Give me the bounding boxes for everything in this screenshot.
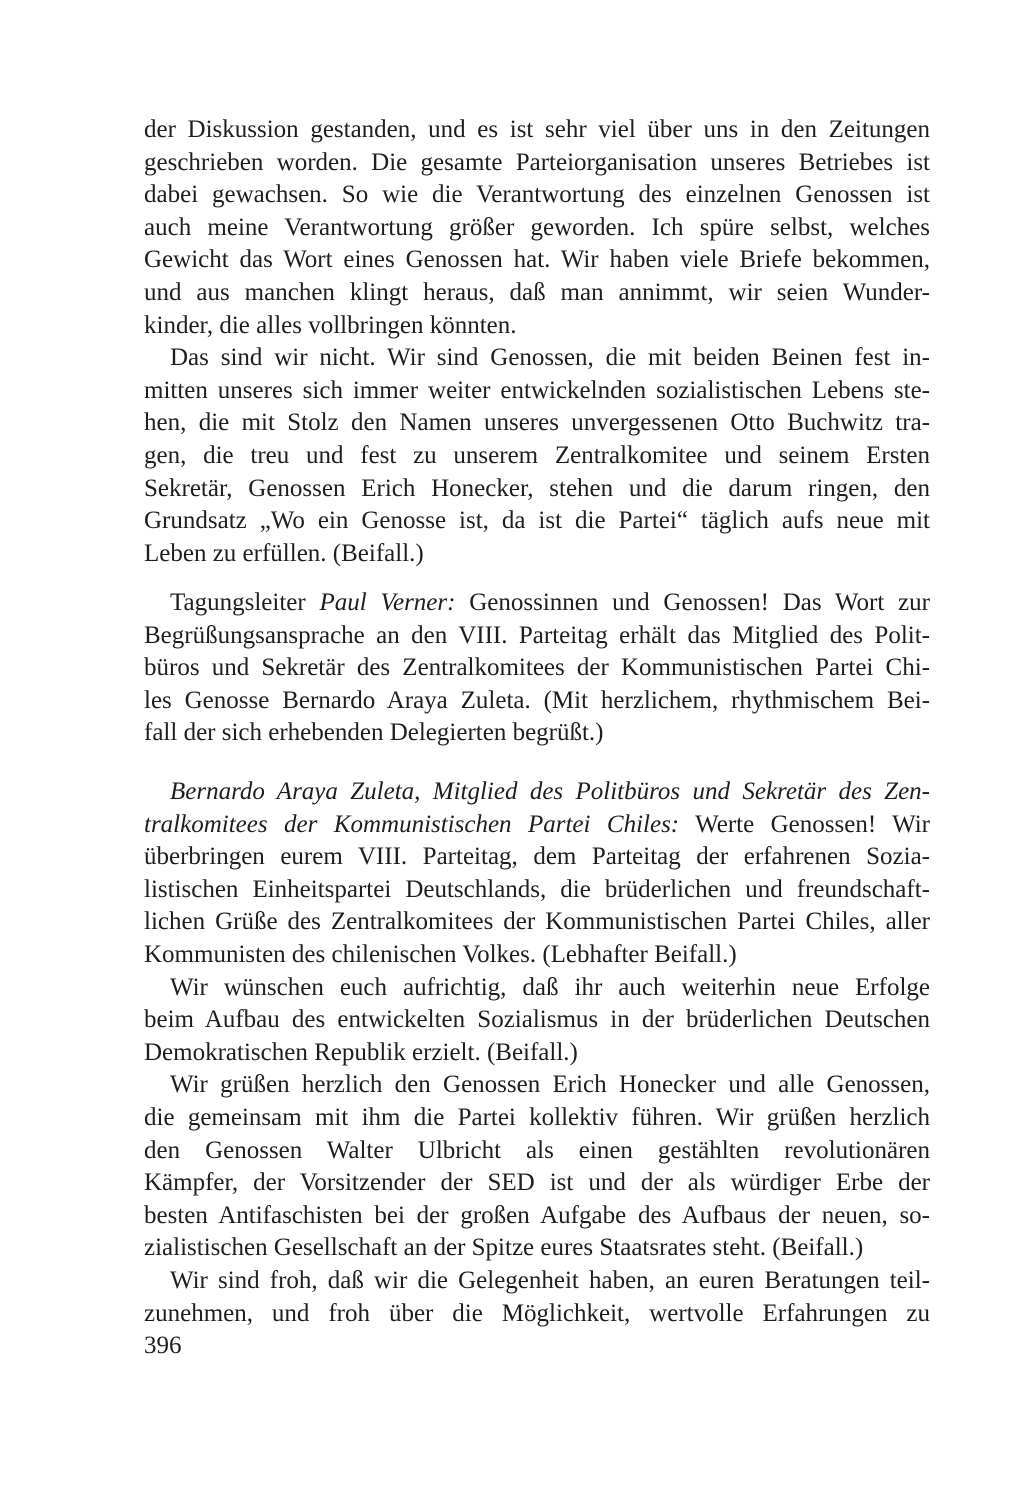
text-line: auch meine Verantwortung größer geworden. Ich spüre selbst, welches [144,213,930,241]
line-text: Genossinnen und Genossen! Das Wort zur [455,589,930,616]
speaker-role: Tagungsleiter [170,589,320,616]
guest-speech-paragraph [144,776,930,1330]
text-line: Kämpfer, der Vorsitzender der SED ist und der als würdiger Erbe der [144,1169,930,1197]
text-line: zunehmen, und froh über die Möglichkeit, wertvolle Erfahrungen zu [144,1299,930,1327]
text-line: zialistischen Gesellschaft an der Spitze eures Staatsrates steht. (Beifall.) [144,1234,864,1262]
text-line: listischen Einheitspartei Deutschlands, die brüderlichen und freundschaft- [144,875,930,903]
text-line: lichen Grüße des Zentralkomitees der Kommunistischen Partei Chiles, aller [144,908,930,936]
speaker-heading: Bernardo Araya Zuleta, Mitglied des Politbüros und Sekretär des Zen- [170,778,930,805]
chairman-announcement-paragraph [144,587,930,750]
text-line: hen, die mit Stolz den Namen unseres unvergessenen Otto Buchwitz tra- [144,409,930,437]
text-line: geschrieben worden. Die gesamte Parteiorganisation unseres Betriebes ist [144,148,930,176]
text-line: beim Aufbau des entwickelten Sozialismus in der brüderlichen Deutschen [144,1006,930,1034]
text-line: besten Antifaschisten bei der großen Aufgabe des Aufbaus der neuen, so- [144,1201,930,1229]
text-line: Leben zu erfüllen. (Beifall.) [144,539,424,567]
text-line: Wir wünschen euch aufrichtig, daß ihr auch weiterhin neue Erfolge [170,973,930,1001]
speech-continuation-paragraph [144,114,930,570]
text-line: kinder, die alles vollbringen könnten. [144,311,517,339]
text-line: Grundsatz „Wo ein Genosse ist, da ist die Partei“ täglich aufs neue mit [144,507,930,535]
speaker-heading-end: tralkomitees der Kommunistischen Partei Chiles: [144,810,680,838]
text-line: les Genosse Bernardo Araya Zuleta. (Mit herzlichem, rhythmischem Bei- [144,686,930,714]
text-line: Wir sind froh, daß wir die Gelegenheit haben, an euren Beratungen teil- [170,1266,930,1294]
text-line: Sekretär, Genossen Erich Honecker, stehen und die darum ringen, den [144,474,930,502]
text-line: den Genossen Walter Ulbricht als einen gestählten revolutionären [144,1136,930,1164]
text-line: Gewicht das Wort eines Genossen hat. Wir haben viele Briefe bekommen, [144,246,930,274]
text-line [144,809,930,842]
text-line: der Diskussion gestanden, und es ist sehr viel über uns in den Zeitungen [144,116,930,143]
text-line: Begrüßungsansprache an den VIII. Parteitag erhält das Mitglied des Polit- [144,621,930,649]
text-line: dabei gewachsen. So wie die Verantwortung des einzelnen Genossen ist [144,181,930,209]
text-line: und aus manchen klingt heraus, daß man annimmt, wir seien Wunder- [144,278,930,306]
speaker-name: Paul Verner: [319,589,456,616]
text-line [144,587,930,620]
text-line: mitten unseres sich immer weiter entwickelnden sozialistischen Lebens ste- [144,376,930,404]
text-line: die gemeinsam mit ihm die Partei kollektiv führen. Wir grüßen herzlich [144,1103,930,1131]
text-line: Wir grüßen herzlich den Genossen Erich Honecker und alle Genossen, [170,1071,930,1099]
text-line: fall der sich erhebenden Delegierten begrüßt.) [144,719,604,747]
line-text: Werte Genossen! Wir [679,810,930,838]
page-number: 396 [144,1332,182,1359]
text-line: Demokratischen Republik erzielt. (Beifall.) [144,1038,578,1066]
text-line: büros und Sekretär des Zentralkomitees der Kommunistischen Partei Chi- [144,654,930,682]
text-line: überbringen eurem VIII. Parteitag, dem Parteitag der erfahrenen Sozia- [144,843,930,871]
text-line: Kommunisten des chilenischen Volkes. (Lebhafter Beifall.) [144,940,737,968]
text-line: gen, die treu und fest zu unserem Zentralkomitee und seinem Ersten [144,441,930,469]
text-line: Das sind wir nicht. Wir sind Genossen, die mit beiden Beinen fest in- [170,344,930,372]
